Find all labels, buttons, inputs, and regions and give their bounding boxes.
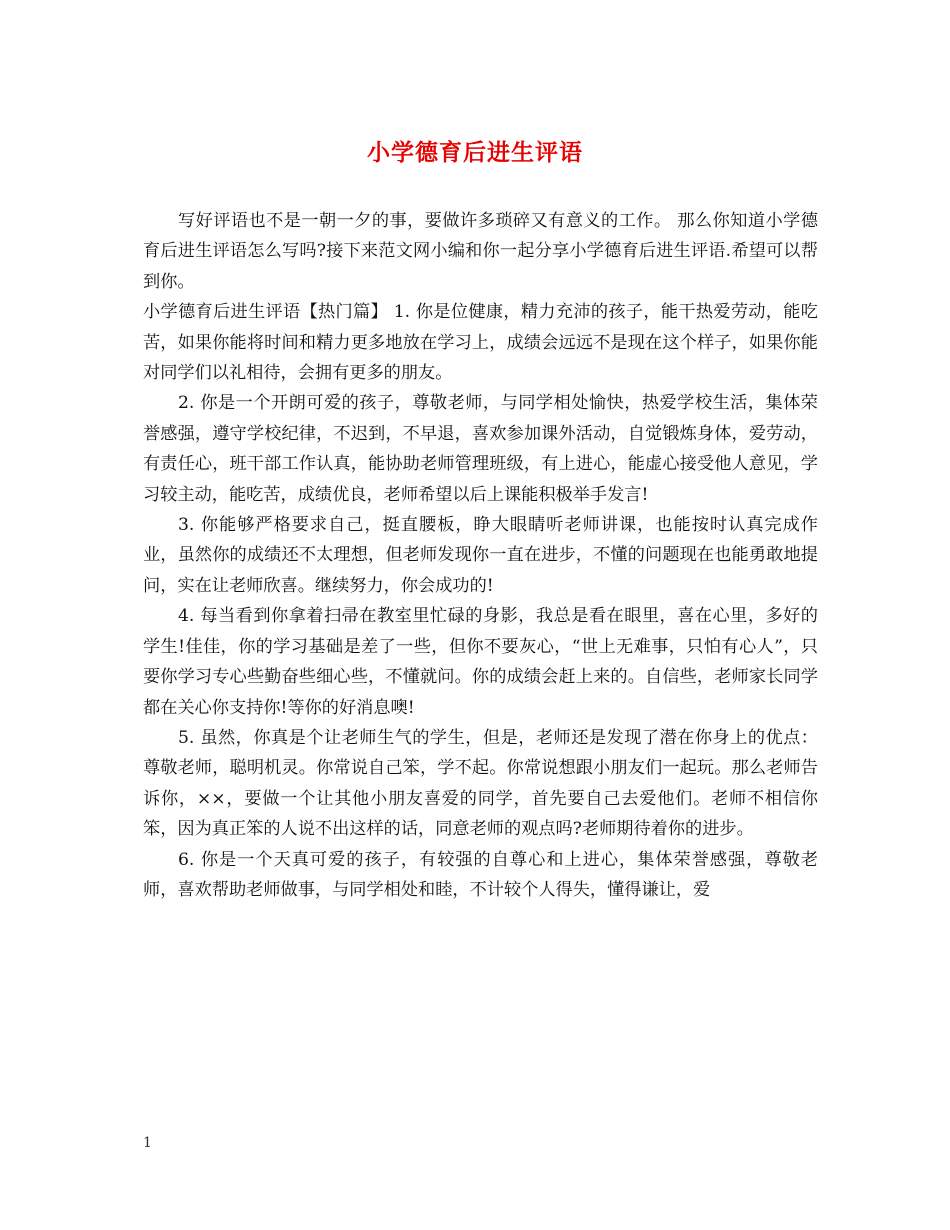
paragraph-3: 3. 你能够严格要求自己，挺直腰板，睁大眼睛听老师讲课，也能按时认真完成作业，虽然你的成绩还不太理想，但老师发现你一直在进步，不懂的问题现在也能勇敢地提问，实在让老师欣喜。继续努力，你会成功的! [143,515,818,596]
paragraph-1: 小学德育后进生评语【热门篇】 1. 你是位健康，精力充沛的孩子，能干热爱劳动，能吃苦，如果你能将时间和精力更多地放在学习上，成绩会远远不是现在这个样子，如果你能对同学们以礼相待，会拥有更多的朋友。 [143,302,818,384]
page-number: 1 [143,1135,152,1151]
paragraph-5: 5. 虽然，你真是个让老师生气的学生，但是，老师还是发现了潜在你身上的优点：尊敬老师，聪明机灵。你常说自己笨，学不起。你常说想跟小朋友们一起玩。那么老师告诉你，××，要做一个让其他小朋友喜爱的同学，首先要自己去爱他们。老师不相信你笨，因为真正笨的人说不出这样的话，同意老师的观点吗?老师期待着你的进步。 [143,727,818,840]
intro-paragraph: 写好评语也不是一朝一夕的事，要做许多琐碎又有意义的工作。 那么你知道小学德育后进生评语怎么写吗?接下来范文网小编和你一起分享小学德育后进生评语.希望可以帮到你。 [143,211,818,292]
paragraph-4: 4. 每当看到你拿着扫帚在教室里忙碌的身影，我总是看在眼里，喜在心里，多好的学生!佳佳，你的学习基础是差了一些，但你不要灰心，“世上无难事，只怕有心人”，只要你学习专心些勤奋些细心些，不懂就问。你的成绩会赶上来的。自信些，老师家长同学都在关心你支持你!等你的好消息噢! [143,606,818,718]
paragraph-6: 6. 你是一个天真可爱的孩子，有较强的自尊心和上进心，集体荣誉感强，尊敬老师，喜欢帮助老师做事，与同学相处和睦，不计较个人得失，懂得谦让，爱 [143,849,818,900]
document-title: 小学德育后进生评语 [367,139,583,166]
document-body [143,206,818,905]
paragraph-2: 2. 你是一个开朗可爱的孩子，尊敬老师，与同学相处愉快，热爱学校生活，集体荣誉感强，遵守学校纪律，不迟到，不早退，喜欢参加课外活动，自觉锻炼身体，爱劳动，有责任心，班干部工作认真，能协助老师管理班级，有上进心，能虚心接受他人意见，学习较主动，能吃苦，成绩优良，老师希望以后上课能积极举手发言! [143,393,818,505]
